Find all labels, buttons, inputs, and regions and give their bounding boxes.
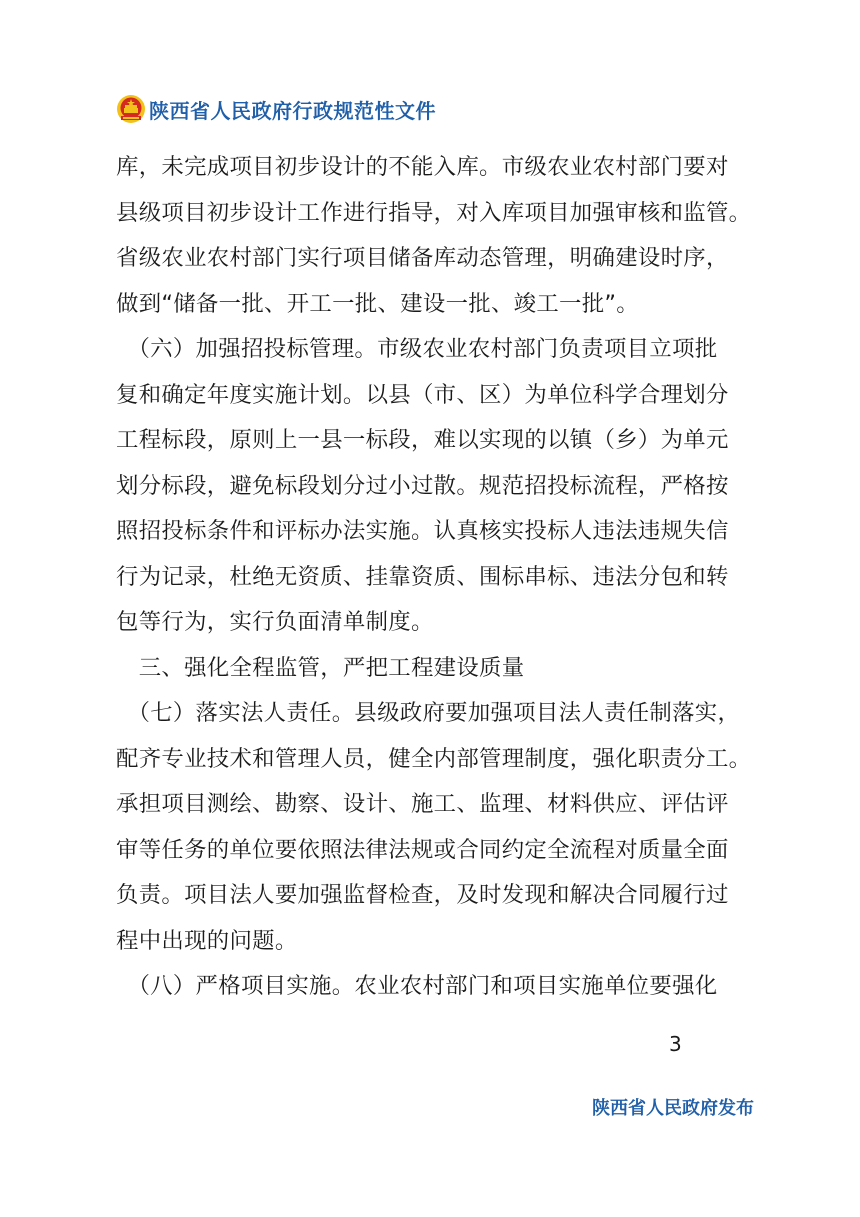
body-line: 省级农业农村部门实行项目储备库动态管理，明确建设时序， — [116, 245, 729, 271]
body-line: 划分标段，避免标段划分过小过散。规范招投标流程，严格按 — [116, 472, 729, 499]
body-line: 照招投标条件和评标办法实施。认真核实投标人违法违规失信 — [116, 518, 729, 544]
section-heading: 三、强化全程监管，严把工程建设质量 — [116, 654, 525, 681]
body-line: 库，未完成项目初步设计的不能入库。市级农业农村部门要对 — [116, 154, 729, 180]
header-title: 陕西省人民政府行政规范性文件 — [149, 98, 436, 123]
body-line: 程中出现的问题。 — [116, 927, 298, 954]
body-line: 负责。项目法人要加强监督检查，及时发现和解决合同履行过 — [116, 882, 729, 908]
document-body — [116, 147, 756, 1012]
body-line: 配齐专业技术和管理人员，健全内部管理制度，强化职责分工。 — [116, 745, 752, 772]
body-line: （六）加强招投标管理。市级农业农村部门负责项目立项批 — [116, 336, 718, 362]
body-line: 工程标段，原则上一县一标段，难以实现的以镇（乡）为单元 — [116, 427, 729, 453]
body-line: 做到“储备一批、开工一批、建设一批、竣工一批”。 — [116, 290, 639, 317]
body-line: 承担项目测绘、勘察、设计、施工、监理、材料供应、评估评 — [116, 791, 729, 817]
body-line: 行为记录，杜绝无资质、挂靠资质、围标串标、违法分包和转 — [116, 563, 729, 590]
footer-publisher: 陕西省人民政府发布 — [592, 1098, 754, 1119]
body-line: （七）落实法人责任。县级政府要加强项目法人责任制落实， — [116, 700, 741, 726]
page-number: 3 — [669, 1032, 682, 1056]
document-header — [116, 92, 436, 126]
body-line: 县级项目初步设计工作进行指导，对入库项目加强审核和监管。 — [116, 199, 752, 226]
national-emblem-icon — [116, 94, 146, 124]
body-line: 审等任务的单位要依照法律法规或合同约定全流程对质量全面 — [116, 836, 729, 863]
body-line: 复和确定年度实施计划。以县（市、区）为单位科学合理划分 — [116, 381, 729, 408]
body-line: （八）严格项目实施。农业农村部门和项目实施单位要强化 — [116, 973, 718, 999]
body-line: 包等行为，实行负面清单制度。 — [116, 609, 434, 635]
